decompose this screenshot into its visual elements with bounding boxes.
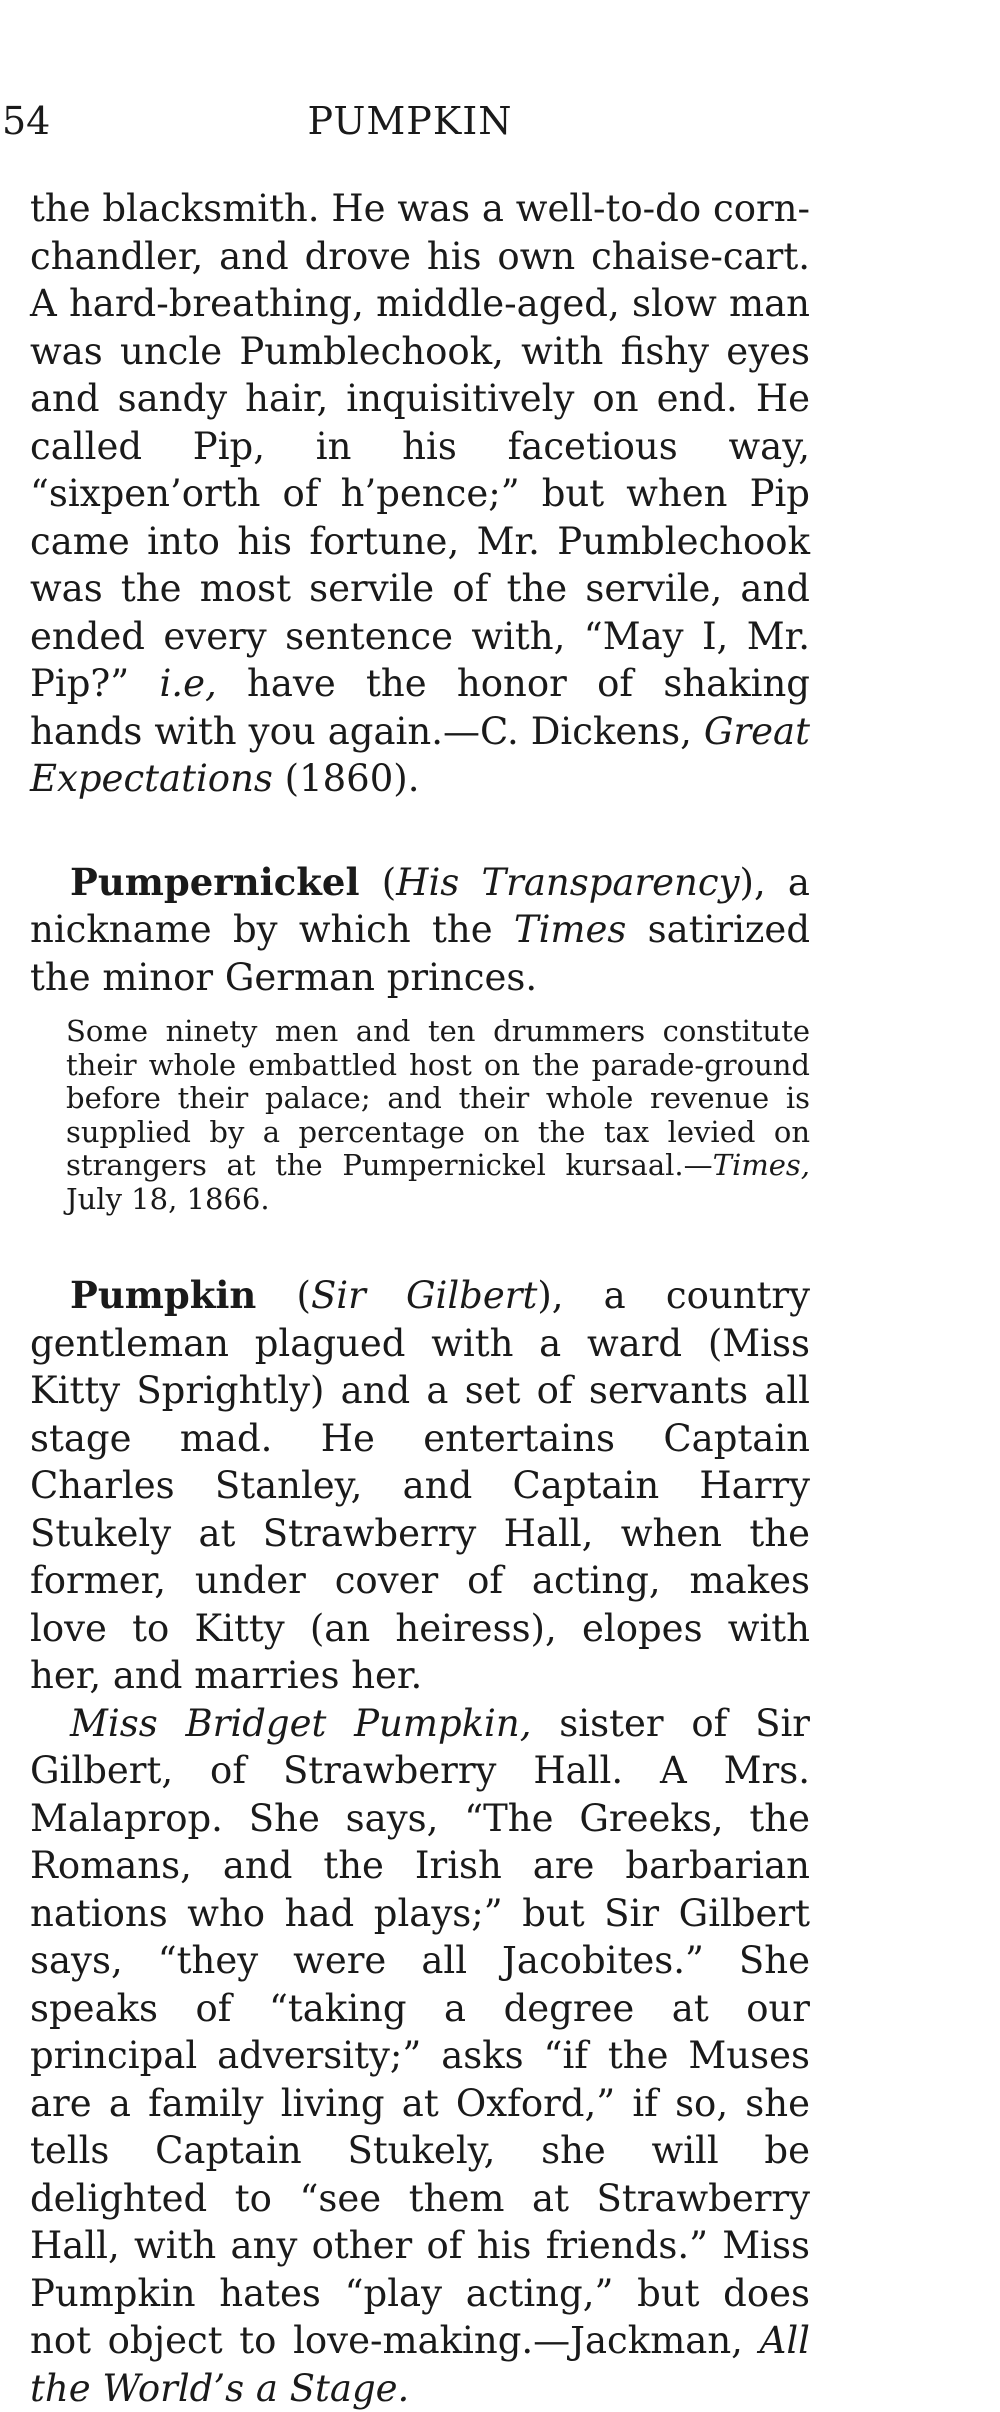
quote-date: July 18, 1866. [66, 1182, 270, 1216]
work-year: (1860). [273, 757, 420, 800]
running-title: PUMPKIN [0, 96, 820, 146]
page-number: 54 [2, 96, 50, 146]
entry-text: have the honor of shaking hands with you again.—C. Dickens, [30, 662, 810, 753]
entry-pumpernickel [30, 859, 810, 1002]
quotation [30, 1015, 810, 1216]
entry-punct: ( [256, 1274, 311, 1317]
subentry-name: Miss Bridget Pumpkin, [70, 1702, 531, 1745]
entry-abbrev: i.e, [159, 662, 216, 705]
entry-punct: ), [537, 1274, 563, 1317]
entry-text: the blacksmith. He was a well-to-do corn-chandler, and drove his own chaise-cart. A hard-breathing, middle-aged, slow man was uncle Pumblechook, with fishy eyes and sandy hair, inquisitively on end. He called Pip, in his facetious way, “sixpen’orth of h’pence;” but when Pip came into his fortune, Mr. Pumblechook was the most servile of the servile, and ended every sentence with, “May I, Mr. Pip?” [30, 187, 810, 705]
work-title: Great Expectations [30, 710, 810, 801]
headword-subtitle: His Transparency [396, 861, 739, 904]
entry-pumpkin [30, 1272, 810, 1700]
quote-source: Times, [713, 1148, 810, 1182]
entry-text: sister of Sir Gilbert, of Strawberry Hall. A Mrs. Malaprop. She says, “The Greeks, the Romans, and the Irish are barbarian nations who had plays;” but Sir Gilbert says, “they were all Jacobites.” She speaks of “taking a degree at our principal adversity;” asks “if the Muses are a family living at Oxford,” if so, she tells Captain Stukely, she will be delighted to “see them at Strawberry Hall, with any other of his friends.” Miss Pumpkin hates “play acting,” but does not object to love-making.—Jackman, [30, 1702, 810, 2363]
quote-text: Some ninety men and ten drummers constitute their whole embattled host on the parade-ground before their palace; and their whole revenue is supplied by a percentage on the tax levied on strangers at the Pumpernickel kursaal.— [66, 1014, 810, 1182]
entry-text: satirized the minor German princes. [30, 908, 810, 999]
newspaper-title: Times [514, 908, 626, 951]
entry-pumblechook-continued [30, 185, 810, 803]
headword-subtitle: Sir Gilbert [311, 1274, 537, 1317]
entry-text: a country gentleman plagued with a ward (Miss Kitty Sprightly) and a set of servants all stage mad. He entertains Captain Charles Stanley, and Captain Harry Stukely at Strawberry Hall, when the former, under cover of acting, makes love to Kitty (an heiress), elopes with her, and marries her. [30, 1274, 810, 1697]
entry-bridget-pumpkin [30, 1700, 810, 2412]
headword: Pumpkin [70, 1273, 256, 1317]
entry-punct: ( [360, 861, 397, 904]
headword: Pumpernickel [70, 860, 360, 904]
text-column [30, 185, 810, 2412]
running-head [0, 96, 820, 146]
work-title: All the World’s a Stage. [30, 2319, 810, 2410]
entry-text: ), a nickname by which the [30, 861, 810, 952]
